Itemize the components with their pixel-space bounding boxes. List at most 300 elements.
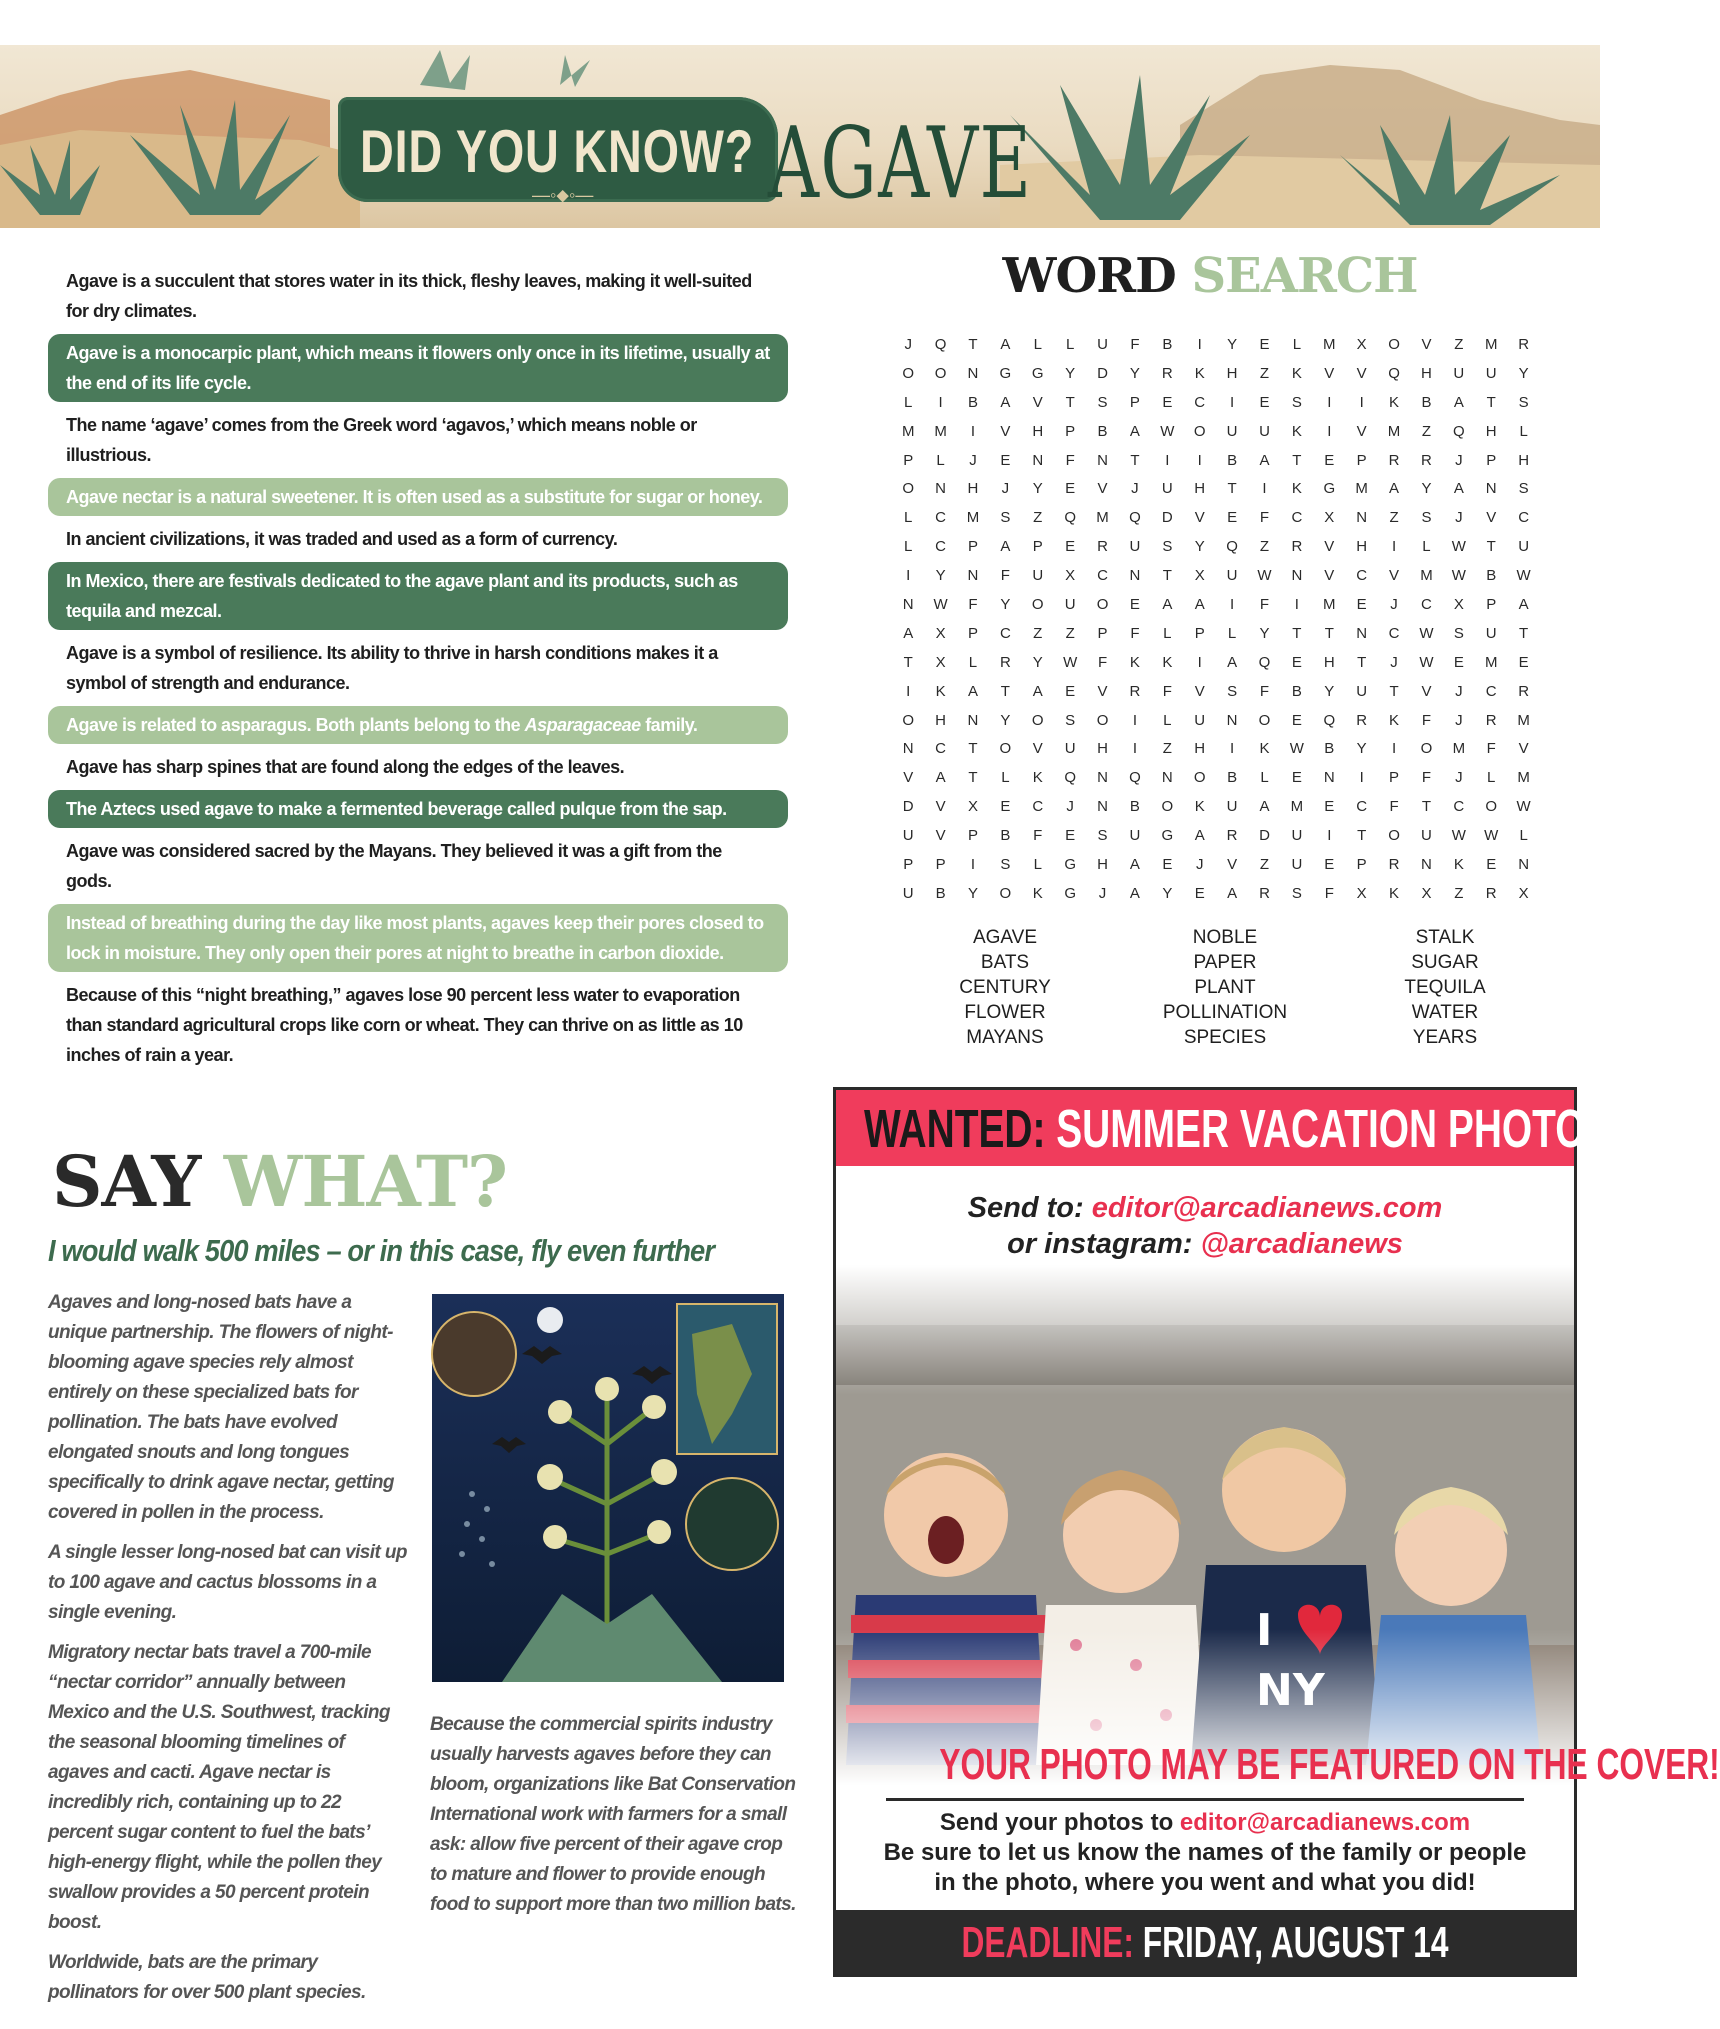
grid-letter[interactable]: V bbox=[935, 798, 946, 816]
grid-letter[interactable]: N bbox=[1129, 567, 1141, 585]
grid-letter[interactable]: J bbox=[1455, 711, 1463, 729]
grid-letter[interactable]: E bbox=[1000, 798, 1011, 816]
grid-letter[interactable]: A bbox=[1194, 595, 1205, 613]
grid-letter[interactable]: P bbox=[967, 827, 978, 845]
grid-letter[interactable]: N bbox=[1097, 769, 1108, 787]
grid-letter[interactable]: U bbox=[1226, 798, 1238, 816]
grid-letter[interactable]: F bbox=[1259, 509, 1270, 527]
grid-letter[interactable]: I bbox=[1132, 740, 1138, 758]
grid-letter[interactable]: S bbox=[1097, 393, 1108, 411]
grid-letter[interactable]: M bbox=[1484, 335, 1498, 353]
grid-letter[interactable]: W bbox=[1451, 567, 1466, 585]
grid-letter[interactable]: O bbox=[1485, 798, 1498, 816]
grid-letter[interactable]: O bbox=[1388, 827, 1400, 845]
grid-letter[interactable]: C bbox=[1485, 682, 1497, 700]
grid-letter[interactable]: I bbox=[1327, 422, 1332, 440]
grid-letter[interactable]: M bbox=[1452, 740, 1466, 758]
grid-letter[interactable]: N bbox=[967, 567, 979, 585]
grid-letter[interactable]: K bbox=[1291, 364, 1302, 382]
grid-letter[interactable]: O bbox=[1096, 711, 1109, 729]
grid-letter[interactable]: R bbox=[1485, 884, 1497, 902]
grid-letter[interactable]: Q bbox=[1323, 711, 1336, 729]
grid-letter[interactable]: S bbox=[1291, 393, 1302, 411]
grid-letter[interactable]: T bbox=[1486, 393, 1496, 411]
grid-letter[interactable]: Y bbox=[1162, 884, 1173, 902]
grid-letter[interactable]: K bbox=[1453, 855, 1464, 873]
grid-letter[interactable]: I bbox=[970, 422, 976, 440]
grid-letter[interactable]: I bbox=[1197, 653, 1202, 671]
grid-letter[interactable]: R bbox=[1388, 855, 1400, 873]
grid-letter[interactable]: X bbox=[935, 624, 946, 642]
grid-letter[interactable]: S bbox=[1162, 538, 1173, 556]
grid-letter[interactable]: M bbox=[1096, 509, 1109, 527]
grid-letter[interactable]: E bbox=[1259, 393, 1270, 411]
grid-letter[interactable]: S bbox=[1000, 509, 1011, 527]
grid-letter[interactable]: B bbox=[1227, 769, 1238, 787]
grid-letter[interactable]: R bbox=[1485, 711, 1497, 729]
grid-letter[interactable]: F bbox=[1421, 711, 1432, 729]
grid-letter[interactable]: A bbox=[967, 682, 978, 700]
grid-letter[interactable]: N bbox=[1356, 624, 1368, 642]
grid-letter[interactable]: P bbox=[1097, 624, 1108, 642]
grid-letter[interactable]: X bbox=[1324, 509, 1335, 527]
grid-letter[interactable]: U bbox=[1259, 422, 1270, 440]
ad-instagram-link[interactable]: @arcadianews bbox=[1200, 1228, 1403, 1260]
grid-letter[interactable]: L bbox=[1487, 769, 1496, 787]
grid-letter[interactable]: E bbox=[1065, 480, 1076, 498]
grid-letter[interactable]: L bbox=[1001, 769, 1010, 787]
grid-letter[interactable]: S bbox=[1421, 509, 1432, 527]
grid-letter[interactable]: H bbox=[967, 480, 979, 498]
grid-letter[interactable]: L bbox=[1163, 624, 1172, 642]
grid-letter[interactable]: W bbox=[1516, 567, 1531, 585]
grid-letter[interactable]: F bbox=[1259, 682, 1270, 700]
grid-letter[interactable]: O bbox=[902, 711, 915, 729]
grid-letter[interactable]: A bbox=[1453, 480, 1464, 498]
grid-letter[interactable]: S bbox=[1518, 393, 1529, 411]
grid-letter[interactable]: J bbox=[1455, 509, 1463, 527]
grid-letter[interactable]: C bbox=[935, 509, 946, 527]
grid-letter[interactable]: Q bbox=[1226, 538, 1238, 556]
grid-letter[interactable]: N bbox=[1226, 711, 1238, 729]
grid-letter[interactable]: K bbox=[1032, 769, 1043, 787]
grid-letter[interactable]: P bbox=[903, 451, 914, 469]
grid-letter[interactable]: G bbox=[1064, 855, 1076, 873]
grid-letter[interactable]: F bbox=[1033, 827, 1043, 845]
grid-letter[interactable]: O bbox=[902, 480, 915, 498]
grid-letter[interactable]: V bbox=[1194, 509, 1205, 527]
grid-letter[interactable]: B bbox=[1291, 682, 1302, 700]
grid-letter[interactable]: K bbox=[1389, 711, 1400, 729]
grid-letter[interactable]: T bbox=[1162, 567, 1172, 585]
grid-letter[interactable]: C bbox=[1291, 509, 1303, 527]
grid-letter[interactable]: J bbox=[904, 335, 912, 353]
ad-body-email-link[interactable]: editor@arcadianews.com bbox=[1179, 1809, 1471, 1836]
grid-letter[interactable]: Y bbox=[1421, 480, 1432, 498]
grid-letter[interactable]: I bbox=[1391, 538, 1397, 556]
grid-letter[interactable]: F bbox=[1162, 682, 1172, 700]
grid-letter[interactable]: H bbox=[1485, 422, 1497, 440]
grid-letter[interactable]: N bbox=[1097, 451, 1108, 469]
grid-letter[interactable]: M bbox=[1484, 653, 1498, 671]
grid-letter[interactable]: L bbox=[1519, 827, 1528, 845]
grid-letter[interactable]: C bbox=[999, 624, 1011, 642]
grid-letter[interactable]: E bbox=[1291, 711, 1302, 729]
grid-letter[interactable]: Y bbox=[1000, 595, 1011, 613]
grid-letter[interactable]: E bbox=[1324, 451, 1335, 469]
grid-letter[interactable]: H bbox=[1194, 480, 1206, 498]
grid-letter[interactable]: V bbox=[1421, 335, 1432, 353]
grid-letter[interactable]: I bbox=[1230, 393, 1235, 411]
grid-letter[interactable]: K bbox=[1032, 884, 1043, 902]
grid-letter[interactable]: V bbox=[1097, 480, 1108, 498]
grid-letter[interactable]: I bbox=[1262, 480, 1267, 498]
grid-letter[interactable]: Y bbox=[1227, 335, 1238, 353]
grid-letter[interactable]: V bbox=[1324, 567, 1335, 585]
grid-letter[interactable]: Q bbox=[1388, 364, 1400, 382]
grid-letter[interactable]: E bbox=[1356, 595, 1367, 613]
grid-letter[interactable]: Q bbox=[934, 335, 947, 353]
grid-letter[interactable]: U bbox=[902, 827, 914, 845]
grid-letter[interactable]: W bbox=[1257, 567, 1272, 585]
grid-letter[interactable]: E bbox=[1453, 653, 1464, 671]
grid-letter[interactable]: Q bbox=[1064, 769, 1076, 787]
grid-letter[interactable]: O bbox=[999, 884, 1012, 902]
grid-letter[interactable]: H bbox=[1356, 538, 1368, 556]
grid-letter[interactable]: Y bbox=[1032, 653, 1043, 671]
grid-letter[interactable]: F bbox=[1324, 884, 1334, 902]
grid-letter[interactable]: N bbox=[1356, 509, 1368, 527]
grid-letter[interactable]: V bbox=[1389, 567, 1400, 585]
grid-letter[interactable]: L bbox=[1227, 624, 1237, 642]
grid-letter[interactable]: K bbox=[1389, 884, 1400, 902]
grid-letter[interactable]: T bbox=[1519, 624, 1529, 642]
grid-letter[interactable]: W bbox=[1160, 422, 1175, 440]
grid-letter[interactable]: U bbox=[1032, 567, 1044, 585]
grid-letter[interactable]: S bbox=[1065, 711, 1076, 729]
grid-letter[interactable]: Y bbox=[1000, 711, 1011, 729]
grid-letter[interactable]: O bbox=[999, 740, 1012, 758]
grid-letter[interactable]: O bbox=[902, 364, 915, 382]
grid-letter[interactable]: H bbox=[935, 711, 946, 729]
grid-letter[interactable]: A bbox=[1032, 682, 1043, 700]
grid-letter[interactable]: S bbox=[1453, 624, 1464, 642]
grid-letter[interactable]: W bbox=[1451, 538, 1466, 556]
grid-letter[interactable]: Z bbox=[1259, 364, 1270, 382]
grid-letter[interactable]: S bbox=[1097, 827, 1108, 845]
grid-letter[interactable]: U bbox=[1453, 364, 1465, 382]
grid-letter[interactable]: I bbox=[1132, 711, 1138, 729]
grid-letter[interactable]: P bbox=[1065, 422, 1076, 440]
grid-letter[interactable]: V bbox=[1194, 682, 1205, 700]
grid-letter[interactable]: T bbox=[903, 653, 913, 671]
grid-letter[interactable]: U bbox=[902, 884, 914, 902]
ad-send-email-link[interactable]: editor@arcadianews.com bbox=[1091, 1192, 1443, 1224]
grid-letter[interactable]: J bbox=[969, 451, 977, 469]
grid-letter[interactable]: R bbox=[1518, 335, 1530, 353]
grid-letter[interactable]: I bbox=[1327, 393, 1332, 411]
grid-letter[interactable]: G bbox=[1064, 884, 1076, 902]
grid-letter[interactable]: U bbox=[1226, 567, 1238, 585]
grid-letter[interactable]: Z bbox=[1033, 509, 1043, 527]
grid-letter[interactable]: I bbox=[1197, 335, 1202, 353]
grid-letter[interactable]: D bbox=[902, 798, 914, 816]
grid-letter[interactable]: W bbox=[1484, 827, 1499, 845]
grid-letter[interactable]: E bbox=[1194, 884, 1205, 902]
grid-letter[interactable]: I bbox=[938, 393, 943, 411]
grid-letter[interactable]: Q bbox=[1258, 653, 1271, 671]
grid-letter[interactable]: H bbox=[1097, 855, 1108, 873]
grid-letter[interactable]: R bbox=[1518, 682, 1530, 700]
grid-letter[interactable]: C bbox=[1194, 393, 1206, 411]
grid-letter[interactable]: I bbox=[1294, 595, 1299, 613]
grid-letter[interactable]: L bbox=[1033, 855, 1042, 873]
grid-letter[interactable]: M bbox=[1387, 422, 1401, 440]
grid-letter[interactable]: F bbox=[1259, 595, 1270, 613]
grid-letter[interactable]: Y bbox=[1356, 740, 1367, 758]
grid-letter[interactable]: B bbox=[1000, 827, 1011, 845]
grid-letter[interactable]: W bbox=[1451, 827, 1466, 845]
grid-letter[interactable]: N bbox=[1518, 855, 1530, 873]
grid-letter[interactable]: C bbox=[1356, 567, 1368, 585]
grid-letter[interactable]: R bbox=[1259, 884, 1270, 902]
grid-letter[interactable]: E bbox=[1291, 653, 1302, 671]
grid-letter[interactable]: H bbox=[1097, 740, 1108, 758]
grid-letter[interactable]: E bbox=[1291, 769, 1302, 787]
grid-letter[interactable]: Z bbox=[1421, 422, 1432, 440]
grid-letter[interactable]: F bbox=[1130, 624, 1140, 642]
grid-letter[interactable]: F bbox=[1000, 567, 1010, 585]
grid-letter[interactable]: U bbox=[1518, 538, 1530, 556]
grid-letter[interactable]: U bbox=[1129, 827, 1141, 845]
grid-letter[interactable]: Y bbox=[1259, 624, 1270, 642]
grid-letter[interactable]: K bbox=[1389, 393, 1400, 411]
grid-letter[interactable]: F bbox=[1389, 798, 1399, 816]
grid-letter[interactable]: A bbox=[1000, 335, 1011, 353]
grid-letter[interactable]: A bbox=[1194, 827, 1205, 845]
grid-letter[interactable]: R bbox=[1097, 538, 1108, 556]
grid-letter[interactable]: P bbox=[1356, 855, 1367, 873]
grid-letter[interactable]: A bbox=[1389, 480, 1400, 498]
grid-letter[interactable]: Y bbox=[967, 884, 978, 902]
grid-letter[interactable]: K bbox=[1291, 422, 1302, 440]
grid-letter[interactable]: E bbox=[1259, 335, 1270, 353]
grid-letter[interactable]: A bbox=[903, 624, 914, 642]
grid-letter[interactable]: A bbox=[1129, 884, 1140, 902]
grid-letter[interactable]: E bbox=[1324, 855, 1335, 873]
grid-letter[interactable]: J bbox=[1390, 653, 1398, 671]
grid-letter[interactable]: A bbox=[1000, 538, 1011, 556]
grid-letter[interactable]: I bbox=[1391, 740, 1397, 758]
grid-letter[interactable]: F bbox=[1065, 451, 1075, 469]
grid-letter[interactable]: P bbox=[1389, 769, 1400, 787]
grid-letter[interactable]: T bbox=[1292, 451, 1302, 469]
grid-letter[interactable]: L bbox=[1260, 769, 1269, 787]
grid-letter[interactable]: U bbox=[1226, 422, 1238, 440]
grid-letter[interactable]: W bbox=[1419, 653, 1434, 671]
grid-letter[interactable]: K bbox=[1194, 798, 1205, 816]
grid-letter[interactable]: B bbox=[1162, 335, 1173, 353]
grid-letter[interactable]: P bbox=[1486, 595, 1497, 613]
grid-letter[interactable]: H bbox=[1226, 364, 1238, 382]
grid-letter[interactable]: E bbox=[1065, 827, 1076, 845]
grid-letter[interactable]: A bbox=[1259, 798, 1270, 816]
grid-letter[interactable]: A bbox=[1518, 595, 1529, 613]
grid-letter[interactable]: Q bbox=[1064, 509, 1076, 527]
grid-letter[interactable]: Z bbox=[1389, 509, 1399, 527]
grid-letter[interactable]: X bbox=[1194, 567, 1205, 585]
grid-letter[interactable]: N bbox=[902, 595, 914, 613]
grid-letter[interactable]: A bbox=[1000, 393, 1011, 411]
grid-letter[interactable]: N bbox=[1097, 798, 1108, 816]
grid-letter[interactable]: G bbox=[1161, 827, 1174, 845]
grid-letter[interactable]: U bbox=[1356, 682, 1368, 700]
grid-letter[interactable]: P bbox=[967, 538, 978, 556]
grid-letter[interactable]: C bbox=[1097, 567, 1108, 585]
grid-letter[interactable]: V bbox=[1000, 422, 1011, 440]
grid-letter[interactable]: M bbox=[1355, 480, 1368, 498]
grid-letter[interactable]: B bbox=[935, 884, 946, 902]
grid-letter[interactable]: Y bbox=[1324, 682, 1335, 700]
grid-letter[interactable]: X bbox=[935, 653, 946, 671]
grid-letter[interactable]: X bbox=[1518, 884, 1529, 902]
grid-letter[interactable]: M bbox=[934, 422, 947, 440]
grid-letter[interactable]: L bbox=[1519, 422, 1528, 440]
grid-letter[interactable]: M bbox=[1323, 595, 1336, 613]
grid-letter[interactable]: Z bbox=[1454, 335, 1464, 353]
grid-letter[interactable]: O bbox=[1161, 798, 1174, 816]
grid-letter[interactable]: A bbox=[1259, 451, 1270, 469]
grid-letter[interactable]: I bbox=[1230, 740, 1235, 758]
grid-letter[interactable]: N bbox=[1323, 769, 1335, 787]
grid-letter[interactable]: Y bbox=[1194, 538, 1205, 556]
grid-letter[interactable]: N bbox=[935, 480, 946, 498]
grid-letter[interactable]: N bbox=[1421, 855, 1432, 873]
grid-letter[interactable]: Q bbox=[1129, 769, 1141, 787]
grid-letter[interactable]: R bbox=[1291, 538, 1303, 556]
grid-letter[interactable]: E bbox=[1000, 451, 1011, 469]
grid-letter[interactable]: M bbox=[1517, 711, 1530, 729]
grid-letter[interactable]: P bbox=[1356, 451, 1367, 469]
grid-letter[interactable]: I bbox=[1359, 769, 1364, 787]
grid-letter[interactable]: S bbox=[1518, 480, 1529, 498]
grid-letter[interactable]: Y bbox=[1129, 364, 1140, 382]
grid-letter[interactable]: G bbox=[999, 364, 1012, 382]
grid-letter[interactable]: Y bbox=[1065, 364, 1076, 382]
grid-letter[interactable]: I bbox=[1165, 451, 1170, 469]
grid-letter[interactable]: J bbox=[1455, 769, 1463, 787]
grid-letter[interactable]: T bbox=[968, 769, 978, 787]
grid-letter[interactable]: N bbox=[967, 364, 979, 382]
grid-letter[interactable]: K bbox=[935, 682, 946, 700]
grid-letter[interactable]: A bbox=[1227, 653, 1238, 671]
grid-letter[interactable]: F bbox=[1421, 769, 1432, 787]
grid-letter[interactable]: I bbox=[1230, 595, 1235, 613]
grid-letter[interactable]: E bbox=[1486, 855, 1497, 873]
grid-letter[interactable]: P bbox=[1129, 393, 1140, 411]
grid-letter[interactable]: Y bbox=[1518, 364, 1529, 382]
grid-letter[interactable]: T bbox=[1227, 480, 1237, 498]
grid-letter[interactable]: Z bbox=[1033, 624, 1043, 642]
grid-letter[interactable]: T bbox=[1130, 451, 1140, 469]
grid-letter[interactable]: Y bbox=[935, 567, 946, 585]
grid-letter[interactable]: X bbox=[967, 798, 978, 816]
grid-letter[interactable]: I bbox=[1327, 827, 1332, 845]
grid-letter[interactable]: Z bbox=[1259, 538, 1270, 556]
grid-letter[interactable]: B bbox=[1421, 393, 1432, 411]
grid-letter[interactable]: R bbox=[1421, 451, 1432, 469]
grid-letter[interactable]: G bbox=[1323, 480, 1336, 498]
grid-letter[interactable]: U bbox=[1064, 595, 1076, 613]
grid-letter[interactable]: J bbox=[1098, 884, 1107, 902]
grid-letter[interactable]: U bbox=[1097, 335, 1108, 353]
grid-letter[interactable]: V bbox=[903, 769, 914, 787]
grid-letter[interactable]: G bbox=[1031, 364, 1044, 382]
grid-letter[interactable]: O bbox=[1193, 422, 1206, 440]
grid-letter[interactable]: H bbox=[1194, 740, 1206, 758]
grid-letter[interactable]: P bbox=[903, 855, 914, 873]
grid-letter[interactable]: L bbox=[1422, 538, 1431, 556]
grid-letter[interactable]: B bbox=[1227, 451, 1238, 469]
grid-letter[interactable]: T bbox=[1357, 827, 1367, 845]
grid-letter[interactable]: F bbox=[1486, 740, 1496, 758]
grid-letter[interactable]: A bbox=[935, 769, 946, 787]
grid-letter[interactable]: I bbox=[1359, 393, 1364, 411]
grid-letter[interactable]: R bbox=[1161, 364, 1173, 382]
grid-letter[interactable]: J bbox=[1131, 480, 1139, 498]
grid-letter[interactable]: Y bbox=[1032, 480, 1043, 498]
grid-letter[interactable]: C bbox=[1032, 798, 1044, 816]
grid-letter[interactable]: N bbox=[1032, 451, 1044, 469]
grid-letter[interactable]: L bbox=[1292, 335, 1302, 353]
grid-letter[interactable]: X bbox=[1356, 335, 1367, 353]
grid-letter[interactable]: C bbox=[1518, 509, 1530, 527]
grid-letter[interactable]: E bbox=[1227, 509, 1238, 527]
grid-letter[interactable]: A bbox=[1162, 595, 1173, 613]
grid-letter[interactable]: V bbox=[1032, 740, 1043, 758]
grid-letter[interactable]: P bbox=[1032, 538, 1043, 556]
grid-letter[interactable]: J bbox=[1066, 798, 1074, 816]
grid-letter[interactable]: W bbox=[1516, 798, 1531, 816]
grid-letter[interactable]: N bbox=[1161, 769, 1173, 787]
grid-letter[interactable]: L bbox=[904, 393, 913, 411]
grid-letter[interactable]: T bbox=[1324, 624, 1334, 642]
grid-letter[interactable]: V bbox=[1227, 855, 1238, 873]
grid-letter[interactable]: Z bbox=[1454, 884, 1464, 902]
grid-letter[interactable]: H bbox=[1323, 653, 1335, 671]
grid-letter[interactable]: I bbox=[906, 567, 911, 585]
grid-letter[interactable]: A bbox=[1227, 884, 1238, 902]
grid-letter[interactable]: A bbox=[1129, 422, 1140, 440]
grid-letter[interactable]: E bbox=[1162, 393, 1173, 411]
grid-letter[interactable]: M bbox=[1323, 335, 1336, 353]
grid-letter[interactable]: N bbox=[1291, 567, 1303, 585]
grid-letter[interactable]: O bbox=[1031, 711, 1044, 729]
grid-letter[interactable]: B bbox=[1097, 422, 1108, 440]
grid-letter[interactable]: F bbox=[1097, 653, 1108, 671]
grid-letter[interactable]: L bbox=[1163, 711, 1172, 729]
grid-letter[interactable]: T bbox=[1065, 393, 1075, 411]
grid-letter[interactable]: W bbox=[933, 595, 948, 613]
grid-letter[interactable]: M bbox=[1420, 567, 1433, 585]
grid-letter[interactable]: E bbox=[1324, 798, 1335, 816]
grid-letter[interactable]: V bbox=[1486, 509, 1497, 527]
grid-letter[interactable]: M bbox=[1290, 798, 1304, 816]
grid-letter[interactable]: E bbox=[1162, 855, 1173, 873]
grid-letter[interactable]: T bbox=[1389, 682, 1399, 700]
grid-letter[interactable]: E bbox=[1129, 595, 1140, 613]
grid-letter[interactable]: O bbox=[1420, 740, 1433, 758]
